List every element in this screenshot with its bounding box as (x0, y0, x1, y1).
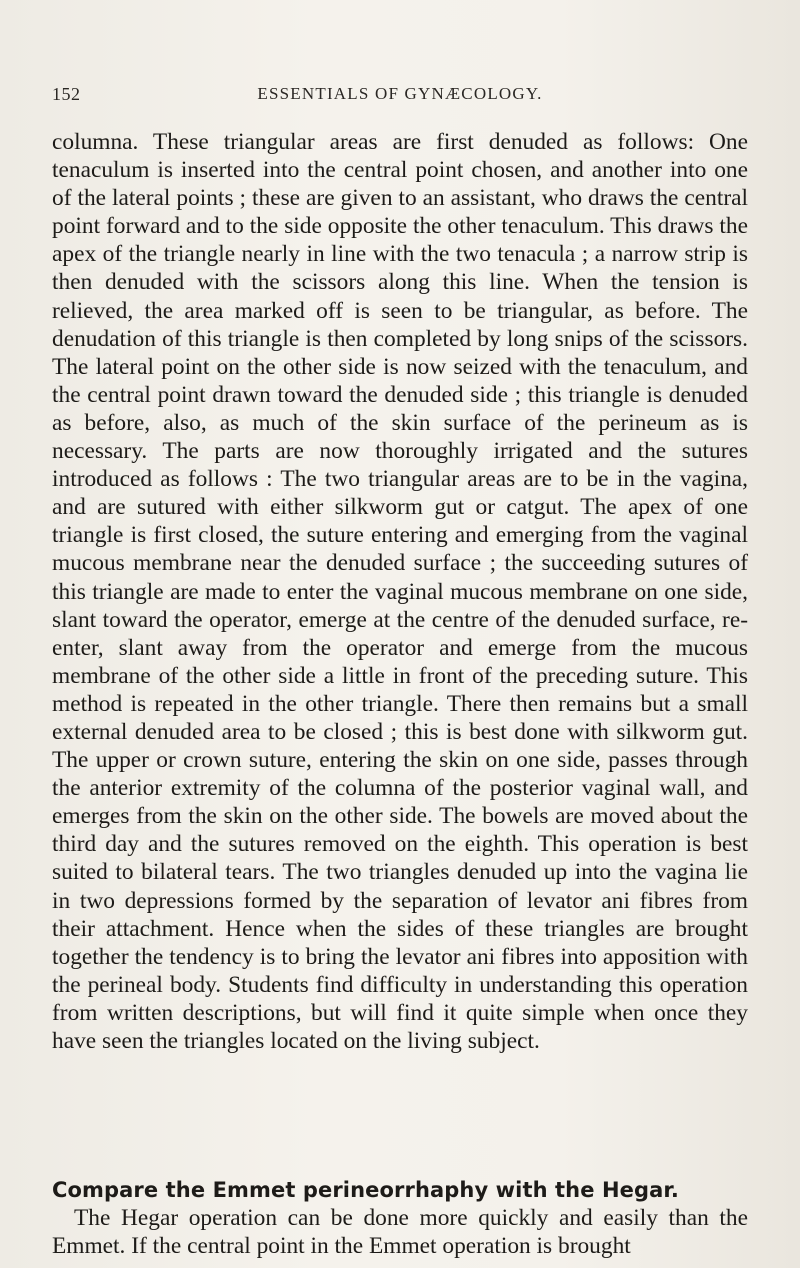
running-head (52, 84, 748, 108)
running-title: ESSENTIALS OF GYNÆCOLOGY. (257, 84, 543, 103)
paragraph-continuation: columna. These triangular areas are first denuded as follows: One tenaculum is inserted into the central point chosen, and another into one of the lateral points ; these are given to an assistant, who draws the central point forward and to the side opposite the other tenaculum. This draws the apex of the triangle nearly in line with the two tenacula ; a narrow strip is then denuded with the scissors along this line. When the tension is relieved, the area marked off is seen to be triangular, as before. The denudation of this triangle is then completed by long snips of the scissors. The lateral point on the other side is now seized with the tenaculum, and the central point drawn toward the denuded side ; this triangle is denuded as before, also, as much of the skin surface of the perineum as is necessary. The parts are now thoroughly irrigated and the sutures introduced as follows : The two triangular areas are to be in the vagina, and are sutured with either silkworm gut or catgut. The apex of one triangle is first closed, the suture entering and emerging from the vaginal mucous membrane near the denuded surface ; the succeeding sutures of this triangle are made to enter the vaginal mucous membrane on one side, slant toward the operator, emerge at the centre of the denuded surface, re-enter, slant away from the operator and emerge from the mucous membrane of the other side a little in front of the preceding suture. This method is repeated in the other triangle. There then remains but a small external denuded area to be closed ; this is best done with silkworm gut. The upper or crown suture, entering the skin on one side, passes through the anterior extremity of the columna of the posterior vaginal wall, and emerges from the skin on the other side. The bowels are moved about the third day and the sutures removed on the eighth. This operation is best suited to bilateral tears. The two triangles denuded up into the vagina lie in two depressions formed by the separation of levator ani fibres from their attachment. Hence when the sides of these triangles are brought together the tendency is to bring the levator ani fibres into apposition with the perineal body. Students find difficulty in understanding this operation from written descriptions, but will find it quite simple when once they have seen the triangles located on the living subject. (52, 129, 748, 1054)
section-subheading: Compare the Emmet perineorrhaphy with the Hegar. (52, 1178, 679, 1202)
page-number: 152 (52, 84, 81, 104)
main-text-block (52, 128, 748, 1055)
paragraph-hegar: The Hegar operation can be done more quickly and easily than the Emmet. If the central point in the Emmet operation is brought (52, 1205, 748, 1260)
